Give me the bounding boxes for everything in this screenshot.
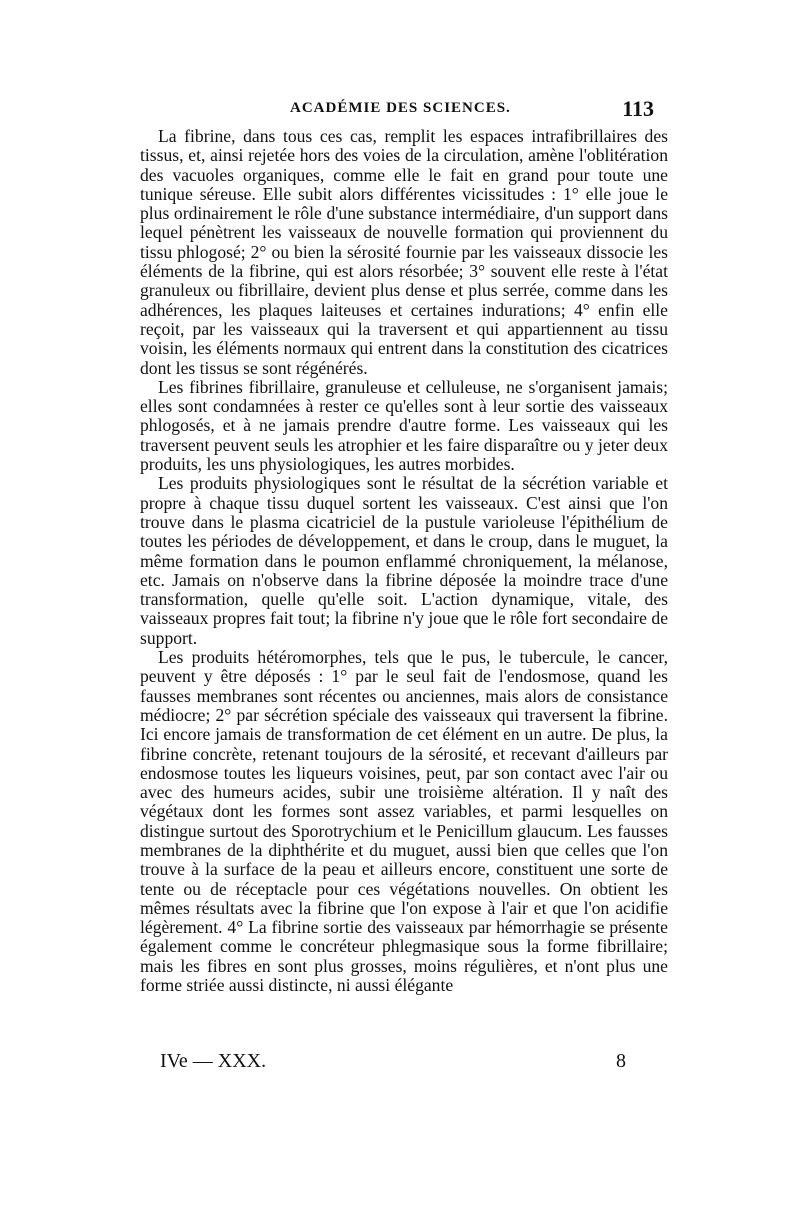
paragraph: Les produits physiologiques sont le résultat de la sécrétion variable et propre à chaque tissu duquel sortent les vaisseaux. C'est ainsi que l'on trouve dans le plasma cicatriciel de la pustule varioleuse l'épithélium de toutes les périodes de développement, et dans le croup, dans le muguet, la même formation dans le poumon enflammé chroniquement, la mélanose, etc. Jamais on n'observe dans la fibrine déposée la moindre trace d'une transformation, quelle qu'elle soit. L'action dynamique, vitale, des vaisseaux propres fait tout; la fibrine n'y joue que le rôle fort secondaire de support.: [140, 473, 668, 648]
paragraph: Les fibrines fibrillaire, granuleuse et celluleuse, ne s'organisent jamais; elles sont condamnées à rester ce qu'elles sont à leur sortie des vaisseaux phlogosés, et à ne jamais prendre d'autre forme. Les vaisseaux qui les traversent peuvent seuls les atrophier et les faire disparaître ou y jeter deux produits, les uns physiologiques, les autres morbides.: [140, 376, 668, 475]
signature-mark: IVe — XXX.: [160, 1050, 267, 1072]
sheet-number: 8: [616, 1050, 626, 1072]
running-head: ACADÉMIE DES SCIENCES.: [290, 100, 511, 116]
body-text: [140, 127, 668, 995]
paragraph: La fibrine, dans tous ces cas, remplit les espaces intrafibrillaires des tissus, et, ainsi rejetée hors des voies de la circulation, amène l'oblitération des vacuoles organiques, comme elle le fait en grand pour toute une tunique séreuse. Elle subit alors différentes vicissitudes : 1° elle joue le plus ordinairement le rôle d'une substance intermédiaire, d'un support dans lequel pénètrent les vaisseaux de nouvelle formation qui proviennent du tissu phlogosé; 2° ou bien la sérosité fournie par les vaisseaux dissocie les éléments de la fibrine, qui est alors résorbée; 3° souvent elle reste à l'état granuleux ou fibrillaire, devient plus dense et plus serrée, comme dans les adhérences, les plaques laiteuses et certaines indurations; 4° enfin elle reçoit, par les vaisseaux qui la traversent et qui appartiennent au tissu voisin, les éléments normaux qui entrent dans la constitution des cicatrices dont les tissus se sont régénérés.: [140, 126, 668, 378]
paragraph: Les produits hétéromorphes, tels que le pus, le tubercule, le cancer, peuvent y être déposés : 1° par le seul fait de l'endosmose, quand les fausses membranes sont récentes ou anciennes, mais alors de consistance médiocre; 2° par sécrétion spéciale des vaisseaux qui traversent la fibrine. Ici encore jamais de transformation de cet élément en un autre. De plus, la fibrine concrète, retenant toujours de la sérosité, et recevant d'ailleurs par endosmose toutes les liqueurs voisines, peut, par son contact avec l'air ou avec des humeurs acides, subir une troisième altération. Il y naît des végétaux dont les formes sont assez variables, et parmi lesquelles on distingue surtout des Sporotrychium et le Penicillum glaucum. Les fausses membranes de la diphthérite et du muguet, aussi bien que celles que l'on trouve à la surface de la peau et ailleurs encore, constituent une sorte de tente ou de réceptacle pour ces végétations nouvelles. On obtient les mêmes résultats avec la fibrine que l'on expose à l'air et que l'on acidifie légèrement. 4° La fibrine sortie des vaisseaux par hémorrhagie se présente également comme le concréteur phlegmasique sous la forme fibrillaire; mais les fibres en sont plus grosses, moins régulières, et n'ont plus une forme striée aussi distincte, ni aussi élégante: [140, 647, 668, 996]
page-footer: [160, 1050, 630, 1076]
page-header: [140, 96, 660, 124]
page-number: 113: [622, 96, 654, 121]
